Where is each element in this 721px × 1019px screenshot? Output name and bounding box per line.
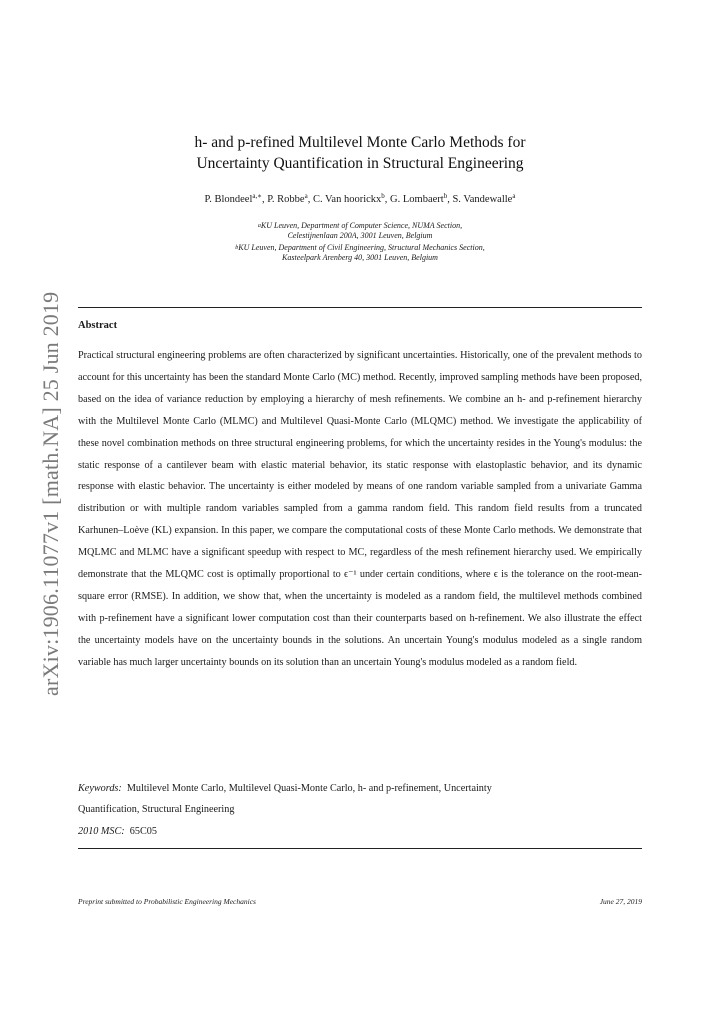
affiliation-line: KU Leuven, Department of Computer Science, NUMA Section, (260, 221, 463, 230)
keywords-line-1: Multilevel Monte Carlo, Multilevel Quasi-Monte Carlo, h- and p-refinement, Uncertainty (126, 783, 492, 794)
title-line-2: Uncertainty Quantification in Structural Engineering (196, 155, 524, 172)
keywords (78, 778, 642, 800)
author-name: G. Lombaert (390, 194, 444, 205)
paper-title (100, 132, 620, 174)
footer-date: June 27, 2019 (599, 897, 642, 906)
author-name: S. Vandewalle (452, 194, 513, 205)
affiliation-line: Kasteelpark Arenberg 40, 3001 Leuven, Belgium (282, 253, 438, 262)
author-affil-mark: b (443, 192, 448, 200)
footer-submission: Preprint submitted to Probabilistic Engineering Mechanics (78, 897, 256, 906)
author-name: C. Van hoorickx (312, 194, 382, 205)
msc-value: 65C05 (129, 826, 157, 837)
author-affil-mark: b (381, 192, 385, 200)
affiliation-line: KU Leuven, Department of Civil Engineering, Structural Mechanics Section, (238, 243, 485, 252)
author-name: P. Blondeel (204, 194, 253, 205)
msc-classification (78, 821, 642, 843)
abstract-text: Practical structural engineering problems are often characterized by significant uncertainties. Historically, one of the prevalent methods to account for this uncertainty has been the standard Monte Carlo (MC) method. Recently, improved sampling methods have been proposed, based on the idea of variance reduction by employing a hierarchy of mesh refinements. We combine an h- and p-refinement hierarchy with the Multilevel Monte Carlo (MLMC) and Multilevel Quasi-Monte Carlo (MLQMC) method. We investigate the applicability of these novel combination methods on three structural engineering problems, for which the uncertainty resides in the Young's modulus: the static response of a cantilever beam with elastic material behavior, its static response with elastoplastic behavior, and its dynamic response with elastic behavior. The uncertainty is either modeled by means of one random variable sampled from a univariate Gamma distribution or with multiple random variables sampled from a gamma random field. This random field results from a truncated Karhunen–Loève (KL) expansion. In this paper, we compare the computational costs of these Monte Carlo methods. We demonstrate that MQLMC and MLMC have a significant speedup with respect to MC, regardless of the mesh refinement hierarchy used. We empirically demonstrate that the MLQMC cost is optimally proportional to ϵ⁻¹ under certain conditions, where ϵ is the tolerance on the root-mean-square error (RMSE). In addition, we show that, when the uncertainty is modeled as a random field, the multilevel methods combined with p-refinement have a significant lower computation cost than their counterparts based on h-refinement. We also illustrate the effect the uncertainty models have on the uncertainty bounds in the solutions. An uncertain Young's modulus modeled as a single random variable has much larger uncertainty bounds on its solution than an uncertain Young's modulus modeled as a random field. (78, 350, 642, 668)
author-affil-mark: a,∗ (252, 192, 262, 200)
bottom-rule (78, 848, 642, 849)
author-affil-mark: a (512, 192, 516, 200)
msc-label: 2010 MSC: (78, 826, 125, 837)
arxiv-stamp (36, 291, 64, 700)
abstract-heading: Abstract (78, 320, 118, 331)
affiliation-mark: b (235, 245, 239, 251)
affiliation-mark: a (257, 223, 261, 229)
author-affil-mark: a (304, 192, 308, 200)
author-name: P. Robbe (267, 194, 305, 205)
keywords-line-2: Quantification, Structural Engineering (78, 804, 235, 815)
top-rule (78, 307, 642, 308)
title-line-1: h- and p-refined Multilevel Monte Carlo Methods for (194, 134, 526, 151)
author-list: P. Blondeel$^{a,∗}$, P. Robbe$^a$, C. Van hoorickx$^b$, G. Lombaert$^b$, S. Vandewalle$^a$ (204, 192, 516, 205)
affiliation-a (100, 221, 620, 241)
arxiv-id: arXiv:1906.11077v1 [math.NA] 25 Jun 2019 (38, 291, 63, 696)
affiliation-line: Celestijnenlaan 200A, 3001 Leuven, Belgium (287, 231, 433, 240)
affiliation-b (100, 243, 620, 263)
keywords-continued (78, 799, 642, 821)
keywords-label: Keywords: (78, 783, 122, 794)
